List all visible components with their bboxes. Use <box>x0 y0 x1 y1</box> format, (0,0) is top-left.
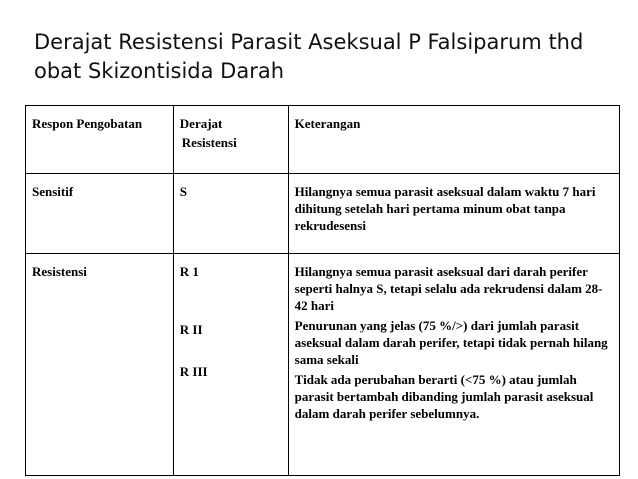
cell-keterangan <box>288 254 619 476</box>
cell-derajat <box>173 254 288 476</box>
grade-r1: R 1 <box>179 264 199 279</box>
note-r3: Tidak ada perubahan berarti (<75 %) atau jumlah parasit bertambah dibanding jumlah parasit aseksual dalam darah perifer sebelumnya. <box>294 372 594 421</box>
header-derajat-line-2: Resistensi <box>181 135 237 150</box>
note-r1: Hilangnya semua parasit aseksual dari darah perifer seperti halnya S, tetapi selalu ada rekrudensi dalam 28-42 hari <box>294 264 603 313</box>
header-derajat <box>173 106 288 174</box>
cell-keterangan: Hilangnya semua parasit aseksual dalam waktu 7 hari dihitung setelah hari pertama minum obat tanpa rekrudesensi <box>288 174 619 254</box>
note-r2: Penurunan yang jelas (75 %/>) dari jumlah parasit aseksual dalam darah perifer, tetapi tidak pernah hilang sama sekali <box>294 318 608 367</box>
header-keterangan: Keterangan <box>288 106 619 174</box>
cell-derajat: S <box>173 174 288 254</box>
table-header-row <box>26 106 620 174</box>
cell-respon: Sensitif <box>26 174 174 254</box>
table-row <box>26 254 620 476</box>
grade-r2: R II <box>179 322 203 337</box>
slide-title-line-1: Derajat Resistensi Parasit Aseksual P Falsiparum thd <box>34 30 584 54</box>
table-row <box>26 174 620 254</box>
cell-respon: Resistensi <box>26 254 174 476</box>
slide-title <box>34 28 614 86</box>
resistance-table <box>25 105 620 476</box>
header-derajat-line-1: Derajat <box>179 116 223 131</box>
slide-title-line-2: obat Skizontisida Darah <box>34 59 285 83</box>
header-respon: Respon Pengobatan <box>26 106 174 174</box>
grade-r3: R III <box>179 364 208 379</box>
